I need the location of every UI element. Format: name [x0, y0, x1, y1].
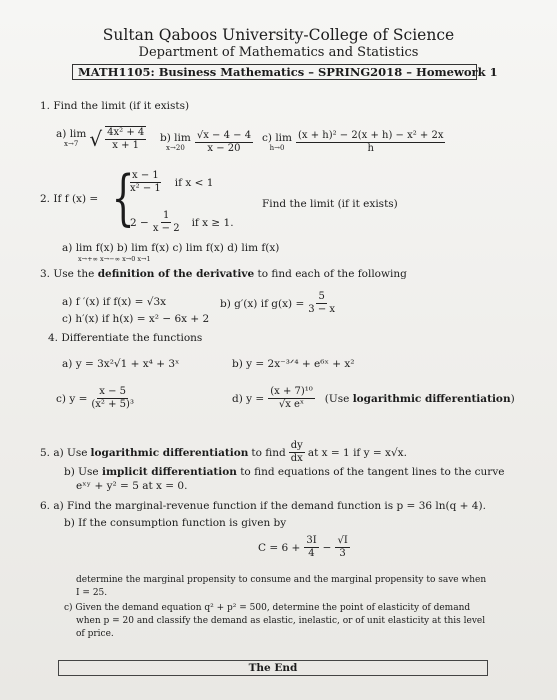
q6-part-b: b) If the consumption function is given by: [64, 517, 287, 529]
q5-part-b-equation: eˣʸ + y² = 5 at x = 0.: [76, 480, 188, 492]
q1-part-c: c) lim h→0 $\frac{\text{(x + h)² − 2(x + h) − x² + 2x}}{h}$: [262, 130, 444, 154]
q5-part-b: b) Use implicit differentiation to find equations of the tangent lines to the curve: [64, 466, 505, 478]
department-title: Department of Mathematics and Statistics: [138, 45, 419, 60]
q4-part-d: d) y = $\frac{\text{(x + 7)¹⁰}}{\text{√x eˣ}}$ (Use logarithmic differentiation): [232, 386, 515, 410]
q3-part-c: c) h′(x) if h(x) = x² − 6x + 2: [62, 313, 210, 325]
q2-case-2: 2 − $\frac{1}{x - 2}$ if x ≥ 1.: [130, 210, 234, 234]
university-title: Sultan Qaboos University-College of Science: [102, 26, 455, 44]
end-box: [58, 660, 488, 676]
q2-label: 2. If f (x) =: [40, 193, 99, 205]
q3-part-a: a) f ′(x) if f(x) = √3x: [62, 296, 167, 308]
q1b-fraction: $\frac{√x - 4 - 4}{x - 20}$: [196, 130, 252, 154]
q2-parts: a) lim f(x) b) lim f(x) c) lim f(x) d) lim f(x): [62, 242, 280, 254]
q6-formula: C = 6 + $\frac{3I}{4}$ − $\frac{√I}{3}$: [258, 535, 348, 559]
q2-brace: {: [111, 163, 135, 233]
q6-part-b-line2: I = 25.: [76, 588, 108, 598]
q5-part-a: 5. a) Use logarithmic differentiation to find $\frac{dy}{dx}$ at x = 1 if y = x√x.: [40, 440, 407, 464]
q3-part-b: b) g′(x) if g(x) = $\frac{5}{3 - x}$: [220, 291, 336, 315]
q3-heading: 3. Use the definition of the derivative to find each of the following: [40, 268, 407, 280]
q1-part-b: b) lim x→20 $\frac{√x - 4 - 4}{x - 20}$: [160, 130, 252, 154]
q2-instruction: Find the limit (if it exists): [262, 198, 398, 210]
q1-part-a: a) lim x→7 √ $\frac{\text{4x² + 4}}{x + 1}$: [56, 127, 145, 151]
q1a-fraction: $\frac{\text{4x² + 4}}{x + 1}$: [107, 127, 145, 151]
q1c-fraction: $\frac{\text{(x + h)² − 2(x + h) − x² + 2x}}{h}$: [298, 130, 444, 154]
q6-part-a: 6. a) Find the marginal-revenue function if the demand function is p = 36 ln(q + 4).: [40, 500, 486, 512]
q6-part-c-line2: when p = 20 and classify the demand as elastic, inelastic, or of unit elasticity at this level: [76, 616, 486, 626]
q2-parts-subscripts: x→+∞ x→−∞ x→0 x→1: [78, 255, 151, 263]
q4-heading: 4. Differentiate the functions: [48, 332, 203, 344]
end-label: The End: [248, 662, 298, 674]
q2-case-1: $\frac{x - 1}{\text{x² − 1}}$ if x < 1: [130, 170, 214, 194]
q4-part-b: b) y = 2x⁻³ᐟ⁴ + e⁶ˣ + x²: [232, 358, 355, 370]
q4-part-a: a) y = 3x²√1 + x⁴ + 3ˣ: [62, 358, 180, 370]
q6-part-c-line3: of price.: [76, 629, 114, 639]
q6-part-c-line1: c) Given the demand equation q² + p² = 500, determine the point of elasticity of demand: [64, 603, 471, 613]
q4-part-c: c) y = $\frac{x - 5}{\text{(x² + 5)³}}$: [56, 386, 134, 410]
q1-heading: 1. Find the limit (if it exists): [40, 100, 190, 112]
course-line: MATH1105: Business Mathematics – SPRING2018 – Homework 1: [78, 65, 498, 79]
q1a-limit: a) lim x→7: [56, 128, 87, 148]
q6-part-b-line1: determine the marginal propensity to consume and the marginal propensity to save when: [76, 575, 487, 585]
